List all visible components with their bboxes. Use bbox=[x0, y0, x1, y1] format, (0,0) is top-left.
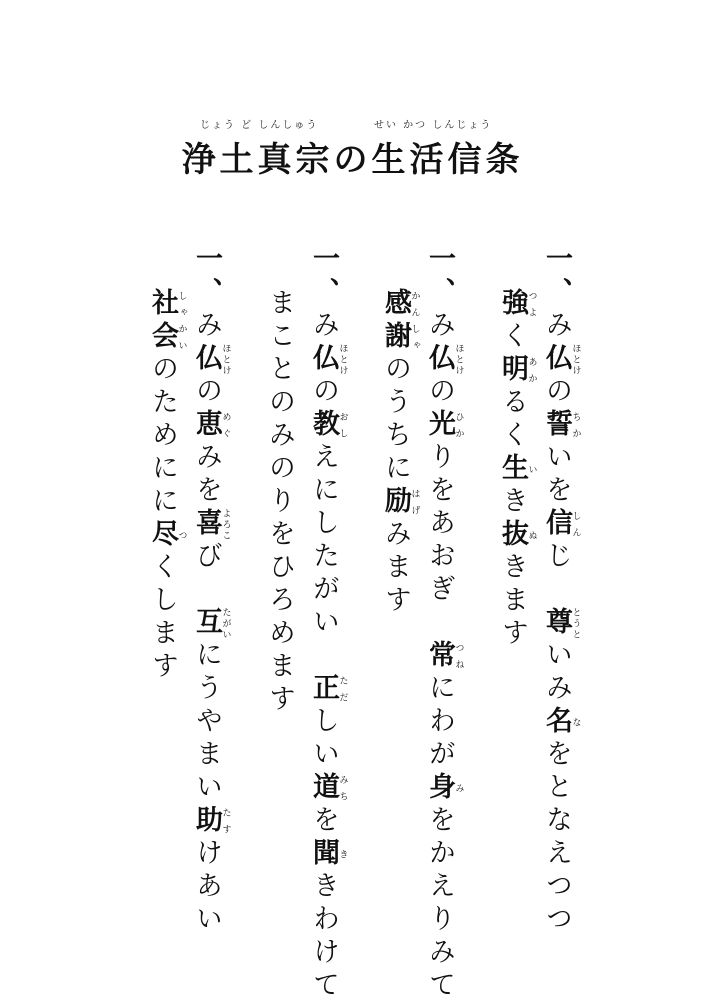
text-run: きわけて bbox=[308, 871, 339, 1003]
text-run: しい bbox=[308, 706, 339, 772]
ruby-word: 抜ぬ bbox=[497, 519, 537, 552]
article-2-line-1 bbox=[421, 244, 464, 1003]
text-run: の bbox=[541, 376, 572, 409]
text-run: をとなえつつ bbox=[541, 739, 572, 937]
ruby-word: 喜よろこ bbox=[191, 508, 231, 541]
text-run: にわが bbox=[424, 673, 455, 772]
text-run: く bbox=[497, 321, 528, 354]
text-run: み bbox=[541, 310, 572, 343]
ruby-word: 信しん bbox=[541, 508, 581, 541]
ruby-word: 聞き bbox=[308, 838, 348, 871]
ruby-word: 強つよ bbox=[497, 288, 537, 321]
text-run: りをあおぎ bbox=[424, 442, 455, 640]
text-run: いを bbox=[541, 442, 572, 508]
text-run: び bbox=[191, 541, 222, 607]
text-run: いみ bbox=[541, 640, 572, 706]
article-1-line-1 bbox=[538, 244, 581, 937]
ruby-word: 生い bbox=[497, 453, 537, 486]
ruby-word: 常つね bbox=[424, 640, 464, 673]
title-ruby-right: せい かつ しんじょう bbox=[374, 120, 493, 131]
article-bullet: 一、 bbox=[541, 244, 572, 310]
page-title: 浄土真宗の生活信条 bbox=[181, 140, 524, 180]
article-3-line-1 bbox=[305, 244, 348, 1003]
text-run: み bbox=[191, 310, 222, 343]
text-run: の bbox=[308, 376, 339, 409]
text-run: まことのみのりをひろめます bbox=[264, 288, 295, 717]
text-run: えにしたがい bbox=[308, 442, 339, 673]
article-bullet: 一、 bbox=[308, 244, 339, 310]
article-bullet: 一、 bbox=[191, 244, 222, 310]
title-ruby-left: じょう ど しんしゅう bbox=[200, 120, 319, 131]
text-run: のうちに bbox=[380, 354, 411, 486]
ruby-word: 明あか bbox=[497, 354, 537, 387]
article-2-line-2 bbox=[377, 288, 420, 928]
ruby-word: 尊とうと bbox=[541, 607, 581, 640]
article-4-line-1 bbox=[188, 244, 231, 937]
text-run: みを bbox=[191, 442, 222, 508]
ruby-word: 謝しゃ bbox=[380, 321, 420, 354]
article-1-line-2 bbox=[494, 288, 537, 928]
text-run: の bbox=[424, 376, 455, 409]
ruby-word: 誓ちか bbox=[541, 409, 581, 442]
ruby-word: 仏ほとけ bbox=[541, 343, 581, 376]
ruby-word: 励はげ bbox=[380, 486, 420, 519]
ruby-word: 光ひか bbox=[424, 409, 464, 442]
text-run: みます bbox=[380, 519, 411, 618]
text-run: るく bbox=[497, 387, 528, 453]
ruby-word: 社しゃ bbox=[147, 288, 187, 321]
text-run: をかえりみて bbox=[424, 805, 455, 1003]
ruby-word: 道みち bbox=[308, 772, 348, 805]
ruby-word: 仏ほとけ bbox=[424, 343, 464, 376]
ruby-word: 恵めぐ bbox=[191, 409, 231, 442]
text-run: きます bbox=[497, 552, 528, 651]
ruby-word: 尽つ bbox=[147, 519, 187, 552]
ruby-word: 仏ほとけ bbox=[191, 343, 231, 376]
text-run: を bbox=[308, 805, 339, 838]
ruby-word: 会かい bbox=[147, 321, 187, 354]
ruby-word: 教おし bbox=[308, 409, 348, 442]
article-4-line-2 bbox=[144, 288, 187, 928]
text-run: み bbox=[424, 310, 455, 343]
text-run: けあい bbox=[191, 838, 222, 937]
ruby-word: 身み bbox=[424, 772, 464, 805]
ruby-word: 名な bbox=[541, 706, 581, 739]
text-run: のためにに bbox=[147, 354, 178, 519]
ruby-word: 仏ほとけ bbox=[308, 343, 348, 376]
ruby-word: 正ただ bbox=[308, 673, 348, 706]
ruby-word: 助たす bbox=[191, 805, 231, 838]
text-run: くします bbox=[147, 552, 178, 684]
text-run: み bbox=[308, 310, 339, 343]
article-3-line-2 bbox=[261, 288, 297, 928]
text-run: の bbox=[191, 376, 222, 409]
ruby-word: 互たがい bbox=[191, 607, 231, 640]
text-run: き bbox=[497, 486, 528, 519]
article-bullet: 一、 bbox=[424, 244, 455, 310]
text-run: にうやまい bbox=[191, 640, 222, 805]
text-run: じ bbox=[541, 541, 572, 607]
ruby-word: 感かん bbox=[380, 288, 420, 321]
